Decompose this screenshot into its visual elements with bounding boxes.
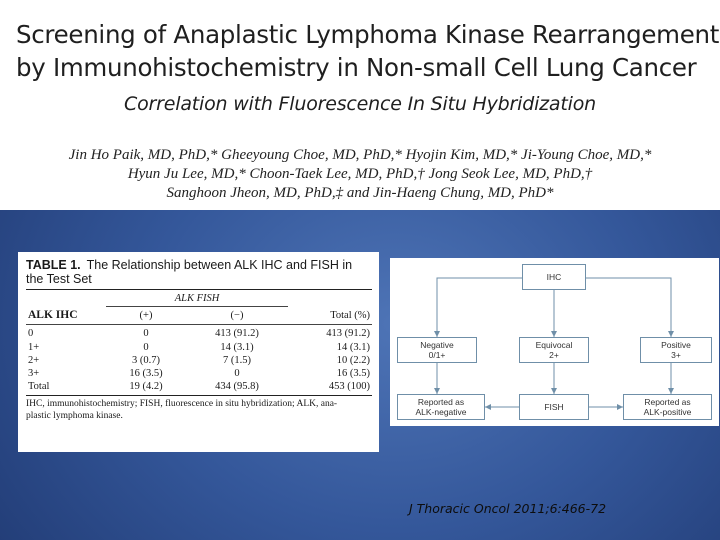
flow-label-reported-negative-1: Reported as — [417, 397, 465, 407]
flow-box-ihc — [522, 264, 586, 290]
column-header: (−) — [186, 307, 288, 325]
table-cell: 3+ — [28, 368, 40, 380]
flow-label-positive-score: 3+ — [671, 349, 681, 360]
flow-box-positive — [640, 337, 712, 363]
table-row — [26, 367, 372, 380]
flow-label-reported-negative-2: ALK-negative — [415, 406, 467, 417]
table-cell: 3 (0.7) — [132, 354, 160, 366]
author-line-2: Hyun Ju Lee, MD,* Choon-Taek Lee, MD, PhD,† Jong Seok Lee, MD, PhD,† — [127, 166, 593, 182]
results-table-panel — [18, 252, 379, 452]
table-cell: 413 (91.2) — [326, 328, 370, 340]
table-row — [26, 325, 372, 341]
flow-label-reported-positive-1: Reported as — [644, 397, 691, 407]
flow-label-negative: Negative — [420, 340, 454, 350]
flow-box-reported-positive — [623, 394, 712, 420]
table-row — [26, 341, 372, 354]
table-cell: 0 — [234, 368, 240, 380]
author-list — [0, 146, 720, 203]
table-caption-line-2: the Test Set — [26, 272, 92, 286]
table-row-total — [26, 380, 372, 396]
table-cell: 2+ — [28, 354, 40, 366]
table-footnote-line-2: plastic lymphoma kinase. — [26, 410, 123, 421]
flow-label-reported-positive-2: ALK-positive — [643, 406, 692, 417]
table-cell: 1+ — [28, 341, 40, 353]
table-cell: 7 (1.5) — [223, 354, 251, 366]
table-group-header-row — [26, 290, 372, 307]
flow-label-equivocal: Equivocal — [535, 340, 573, 350]
table-cell: 19 (4.2) — [106, 380, 186, 396]
table-label: TABLE 1. — [26, 258, 81, 272]
column-header: (+) — [106, 307, 186, 325]
table-footnote-line-1: IHC, immunohistochemistry; FISH, fluorescence in situ hybridization; ALK, ana- — [26, 399, 338, 410]
table-cell: 16 (3.5) — [336, 368, 370, 380]
flow-label-positive: Positive — [661, 340, 691, 350]
table-cell: 434 (95.8) — [186, 380, 288, 396]
flow-box-reported-negative — [397, 394, 485, 420]
article-title-line-2: by Immunohistochemistry in Non-small Cell Lung Cancer — [16, 53, 697, 82]
flow-label-equivocal-score: 2+ — [549, 349, 559, 360]
column-header: ALK IHC — [26, 307, 106, 325]
table-cell: 0 — [28, 328, 34, 340]
table-cell: 16 (3.5) — [129, 368, 163, 380]
table-caption — [26, 258, 372, 290]
table-header-row — [26, 307, 372, 325]
flow-label-fish: FISH — [544, 402, 564, 412]
table-cell: 0 — [143, 341, 149, 353]
ihc-flowchart — [390, 258, 719, 426]
table-caption-line-1: The Relationship between ALK IHC and FISH in — [86, 258, 353, 272]
table-cell: 10 (2.2) — [336, 354, 370, 366]
journal-citation: J Thoracic Oncol 2011;6:466-72 — [409, 501, 607, 516]
connector-ihc-negative — [437, 278, 522, 337]
article-subtitle: Correlation with Fluorescence In Situ Hybridization — [124, 93, 596, 115]
table-row — [26, 354, 372, 367]
column-header: Total (%) — [288, 307, 372, 325]
flow-label-ihc: IHC — [546, 272, 562, 282]
results-table — [26, 290, 372, 396]
flow-box-fish — [519, 394, 589, 420]
article-header — [0, 0, 720, 210]
flow-box-equivocal — [519, 337, 589, 363]
author-line-3: Sanghoon Jheon, MD, PhD,‡ and Jin-Haeng Chung, MD, PhD* — [166, 185, 554, 201]
flow-box-negative — [397, 337, 477, 363]
table-cell: 14 (3.1) — [336, 341, 370, 353]
group-header-alk-fish: ALK FISH — [106, 290, 288, 307]
table-cell: 14 (3.1) — [220, 341, 254, 353]
table-cell: 453 (100) — [288, 380, 372, 396]
article-title-line-1: Screening of Anaplastic Lymphoma Kinase Rearrangement — [16, 20, 720, 49]
table-footnote — [26, 396, 372, 422]
connector-ihc-positive — [586, 278, 671, 337]
table-cell: 413 (91.2) — [215, 328, 259, 340]
table-cell: 0 — [143, 328, 149, 340]
author-line-1: Jin Ho Paik, MD, PhD,* Gheeyoung Choe, MD, PhD,* Hyojin Kim, MD,* Ji-Young Choe, MD,* — [68, 147, 652, 163]
table-cell: Total — [26, 380, 106, 396]
flow-label-negative-score: 0/1+ — [428, 349, 446, 360]
